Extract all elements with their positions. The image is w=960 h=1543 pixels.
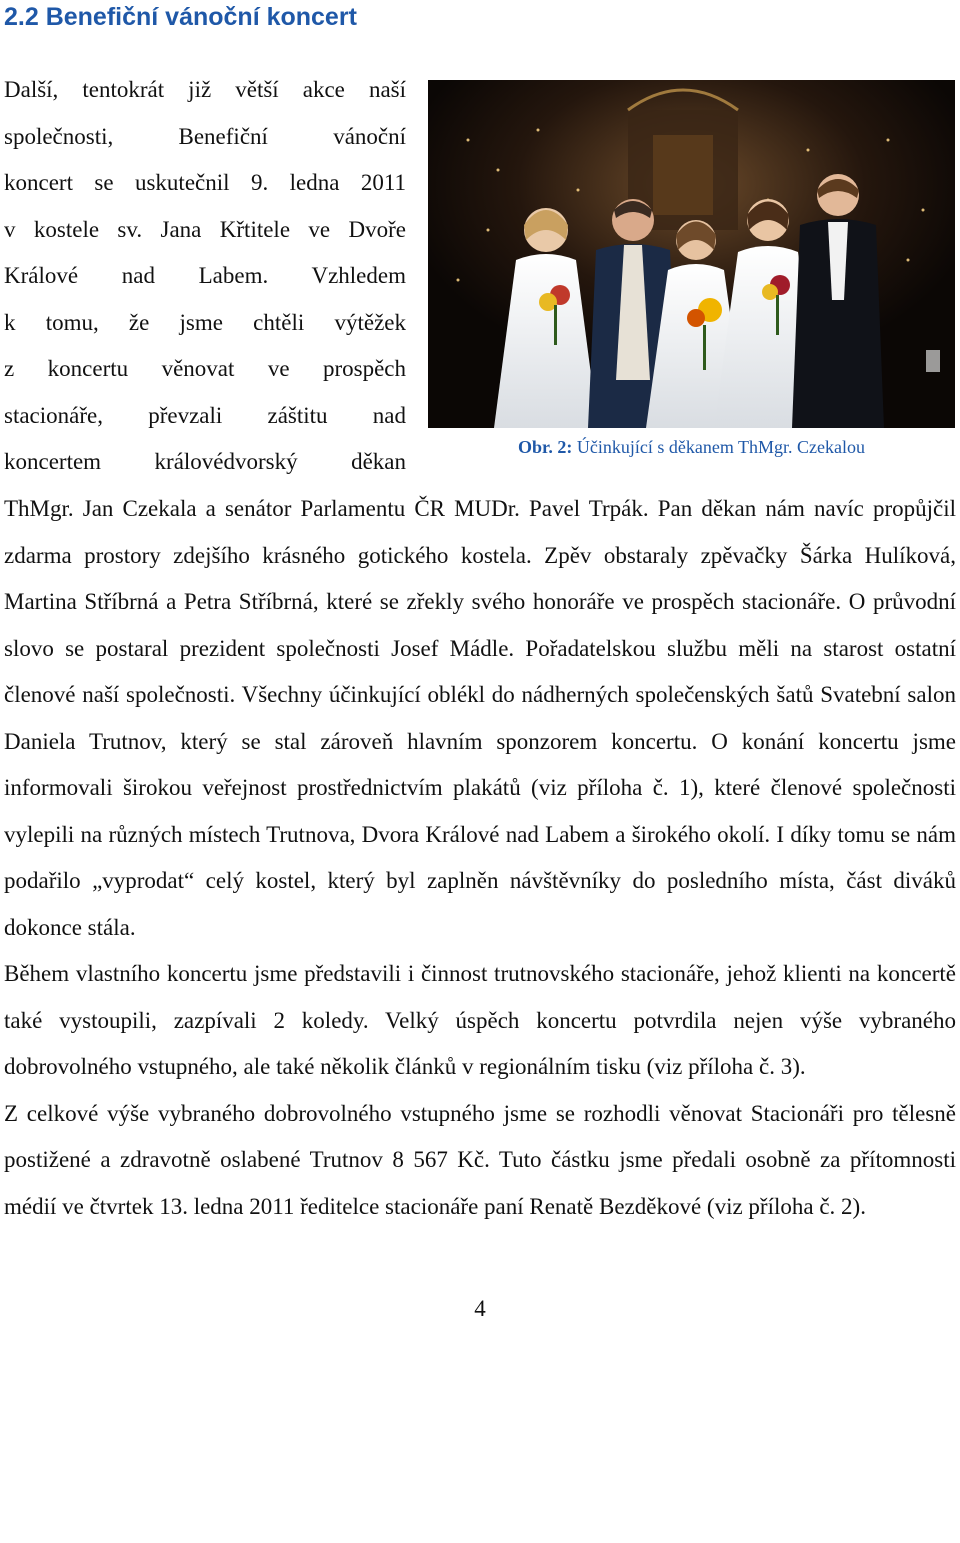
body-paragraph: ThMgr. Jan Czekala a senátor Parlamentu ČR MUDr. Pavel Trpák. Pan děkan nám navíc propůjčil zdarma prostory zdejšího krásného gotického kostela. Zpěv obstaraly zpěvačky Šárka Hulíková, Martina Stříbrná a Petra Stříbrná, které se zřekly svého honoráře ve prospěch stacionáře. O průvodní slovo se postaral prezident společnosti Josef Mádle. Pořadatelskou službu měli na starost ostatní členové naší společnosti. Všechny účinkující oblékl do nádherných společenských šatů Svatební salon Daniela Trutnov, který se stal zároveň hlavním sponzorem koncertu. O konání koncertu jsme informovali širokou veřejnost prostřednictvím plakátů (viz příloha č. 1), které členové společnosti vylepili na různých místech Trutnova, Dvora Králové nad Labem a širokého okolí. I díky tomu se nám podařilo „vyprodat“ celý kostel, který byl zaplněn návštěvníky do posledního místa, část diváků dokonce stála.: [4, 496, 956, 940]
page-number: 4: [474, 1296, 486, 1321]
intro-line: v kostele sv. Jana Křtitele ve Dvoře: [4, 216, 406, 242]
intro-line: Králové nad Labem. Vzhledem: [4, 263, 406, 288]
intro-line: k tomu, že jsme chtěli výtěžek: [4, 309, 406, 335]
intro-line: koncertem královédvorský děkan: [4, 449, 406, 474]
main-text: [4, 486, 956, 1230]
intro-line: Další, tentokrát již větší akce naší: [4, 77, 406, 102]
intro-line: z koncertu věnovat ve prospěch: [4, 356, 406, 381]
figure-caption-text: Účinkující s děkanem ThMgr. Czekalou: [576, 437, 865, 457]
figure-caption: [428, 434, 955, 460]
intro-paragraph: [4, 67, 406, 486]
performers-photo-illustration: [428, 80, 955, 428]
intro-line: koncert se uskutečnil 9. ledna 2011: [4, 170, 406, 195]
intro-line: stacionáře, převzali záštitu nad: [4, 402, 406, 428]
body-paragraph: Během vlastního koncertu jsme představili i činnost trutnovského stacionáře, jehož klienti na koncertě také vystoupili, zazpívali 2 koledy. Velký úspěch koncertu potvrdila nejen výše vybraného dobrovolného vstupného, ale také několik článků v regionálním tisku (viz příloha č. 3).: [4, 961, 956, 1079]
figure-label: Obr. 2:: [518, 437, 573, 457]
figure-photo: [428, 80, 955, 428]
intro-line: společnosti, Benefiční vánoční: [4, 123, 406, 149]
section-heading: 2.2 Benefiční vánoční koncert: [4, 3, 357, 31]
body-paragraph: Z celkové výše vybraného dobrovolného vstupného jsme se rozhodli věnovat Stacionáři pro tělesně postižené a zdravotně oslabené Trutnov 8 567 Kč. Tuto částku jsme předali osobně za přítomnosti médií ve čtvrtek 13. ledna 2011 ředitelce stacionáře paní Renatě Bezděkové (viz příloha č. 2).: [4, 1100, 956, 1219]
